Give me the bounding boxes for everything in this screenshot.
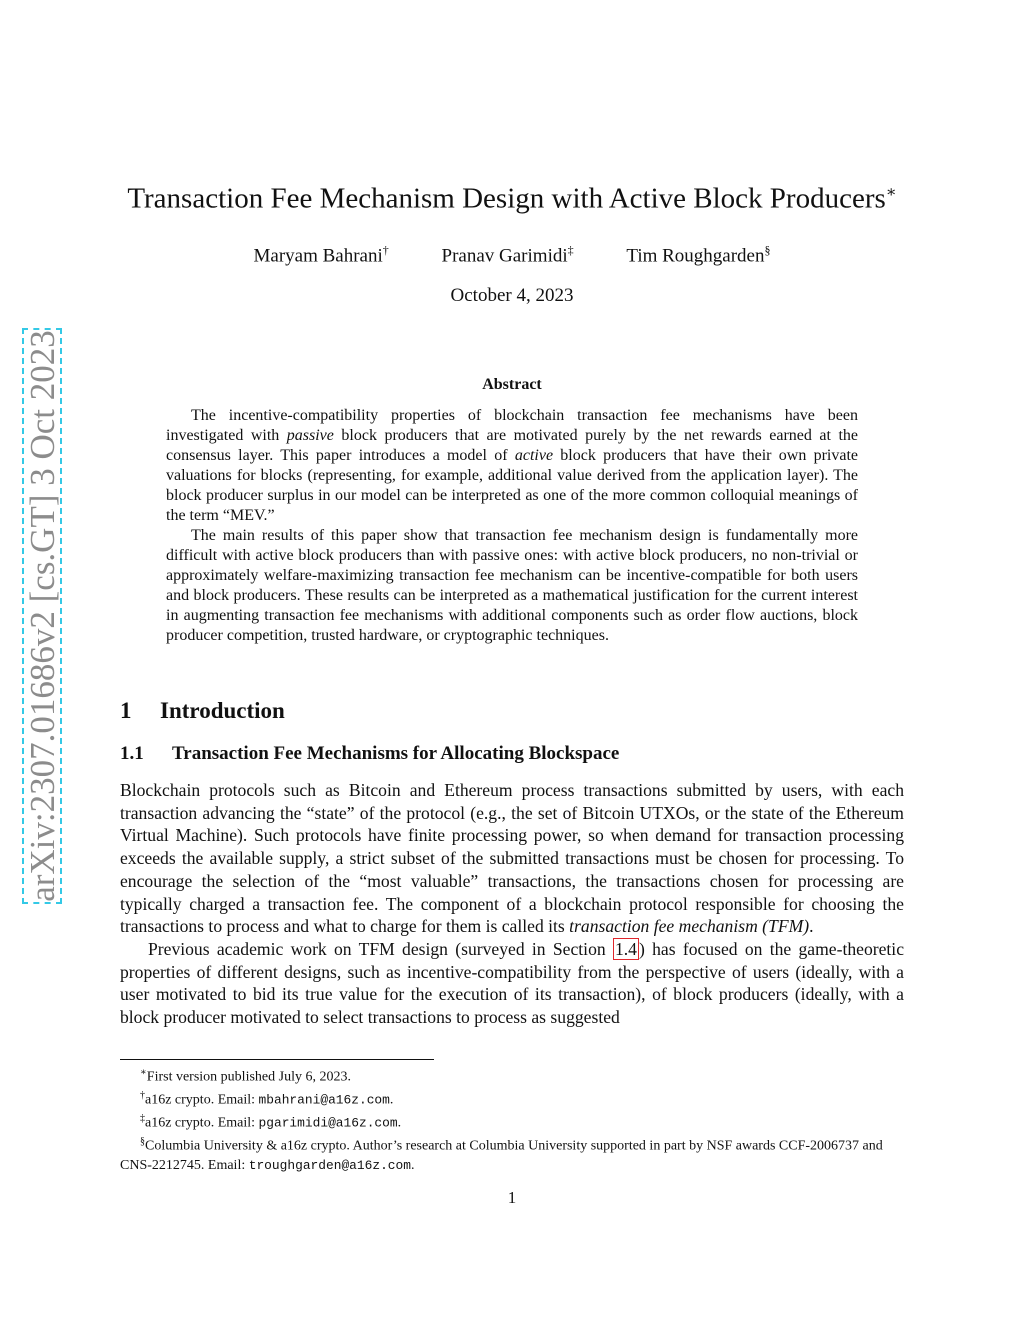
subsection-title: Transaction Fee Mechanisms for Allocating Blockspace bbox=[172, 743, 620, 764]
footnote-text: . bbox=[411, 1157, 415, 1173]
author-mark: ‡ bbox=[567, 243, 574, 257]
body-text-run: . bbox=[809, 916, 814, 937]
author-name: Tim Roughgarden bbox=[626, 245, 765, 267]
body-paragraph-2 bbox=[120, 938, 904, 1029]
author-1 bbox=[254, 243, 389, 267]
abstract-emphasis: active bbox=[514, 447, 554, 464]
footnote-text: Columbia University & a16z crypto. Author’s research at Columbia University supported in part by NSF awards CCF-2006737 and CNS-2212745. Email: bbox=[120, 1139, 883, 1173]
body-emphasis: transaction fee mechanism (TFM) bbox=[569, 916, 810, 937]
footnote-4 bbox=[120, 1133, 904, 1175]
paper-title bbox=[0, 182, 1024, 216]
footnote-3 bbox=[120, 1110, 904, 1133]
footnote-text: . bbox=[389, 1092, 394, 1108]
subsection-number: 1.1 bbox=[120, 743, 144, 764]
body-text bbox=[120, 779, 904, 1029]
footnote-rule bbox=[120, 1059, 434, 1060]
author-2 bbox=[442, 243, 574, 267]
footnote-mark: ‡ bbox=[140, 1113, 145, 1125]
author-name: Maryam Bahrani bbox=[253, 245, 383, 267]
author-mark: § bbox=[764, 243, 771, 257]
author-name: Pranav Garimidi bbox=[441, 245, 568, 267]
arxiv-identifier[interactable]: arXiv:2307.01686v2 [cs.GT] 3 Oct 2023 bbox=[23, 330, 62, 902]
body-text-run: Previous academic work on TFM design (surveyed in Section bbox=[148, 938, 613, 959]
abstract-paragraph-1 bbox=[166, 406, 858, 526]
footnote-email-link[interactable]: pgarimidi@a16z.com bbox=[258, 1115, 398, 1131]
footnote-1 bbox=[120, 1064, 904, 1087]
abstract-text: block producers that are motivated purely by the net rewards earned at the consensus layer. This paper introduces a model of bbox=[166, 427, 858, 464]
section-heading bbox=[120, 698, 285, 724]
author-mark: † bbox=[382, 243, 389, 257]
section-number: 1 bbox=[120, 698, 132, 723]
footnote-email-link[interactable]: troughgarden@a16z.com bbox=[248, 1157, 411, 1173]
abstract-text: The incentive-compatibility properties of blockchain transaction fee mechanisms have been investigated with bbox=[166, 407, 858, 444]
footnote-text: a16z crypto. Email: bbox=[145, 1092, 259, 1108]
footnote-email-link[interactable]: mbahrani@a16z.com bbox=[258, 1092, 390, 1108]
section-reference-link[interactable]: 1.4 bbox=[614, 938, 637, 959]
title-text: Transaction Fee Mechanism Design with Active Block Producers bbox=[127, 182, 886, 215]
footnote-text: . bbox=[397, 1115, 402, 1131]
abstract-paragraph-2: The main results of this paper show that transaction fee mechanism design is fundamentally more difficult with active block producers than with passive ones: with active block producers, no non-trivial or approximately welfare-maximizing transaction fee mechanism can be incentive-compatible for both users and block producers. These results can be interpreted as a mathematical justification for the current interest in augmenting transaction fee mechanisms with additional components such as order flow auctions, block producer competition, trusted hardware, or cryptographic techniques. bbox=[166, 527, 858, 644]
page-number: 1 bbox=[507, 1188, 517, 1207]
subsection-heading bbox=[120, 743, 619, 765]
abstract-emphasis: passive bbox=[286, 427, 334, 444]
author-3 bbox=[626, 243, 770, 267]
footnote-mark: † bbox=[140, 1090, 145, 1102]
title-footnote-mark: ∗ bbox=[885, 184, 897, 201]
body-text-run: ) has focused on the game-theoretic properties of different designs, such as incentive-compatibility from the perspective of users (ideally, with a user motivated to bid its true value for the execution of its transaction), of block producers (ideally, with a block producer motivated to select transactions to process as suggested bbox=[120, 938, 905, 1028]
author-list bbox=[0, 243, 1024, 267]
footnote-text: First version published July 6, 2023. bbox=[146, 1069, 351, 1085]
section-title: Introduction bbox=[160, 698, 285, 723]
footnote-2 bbox=[120, 1087, 904, 1110]
paper-date: October 4, 2023 bbox=[450, 285, 574, 306]
abstract-heading: Abstract bbox=[482, 376, 542, 393]
body-paragraph-1 bbox=[120, 779, 904, 938]
body-text-run: Blockchain protocols such as Bitcoin and Ethereum process transactions submitted by users, with each transaction advancing the “state” of the protocol (e.g., the set of Bitcoin UTXOs, or the state of the Ethereum Virtual Machine). Such protocols have finite processing power, so when demand for transaction processing exceeds the available supply, a strict subset of the submitted transactions must be chosen for processing. To encourage the selection of the “most valuable” transactions, the transactions chosen for processing are typically charged a transaction fee. The component of a blockchain protocol responsible for choosing the transactions to process and what to charge for them is called its bbox=[120, 780, 904, 937]
footnote-mark: ∗ bbox=[140, 1067, 147, 1078]
abstract-text: block producers that have their own private valuations for blocks (representing, for example, additional value derived from the application layer). The block producer surplus in our model can be interpreted as one of the more common colloquial meanings of the term “MEV.” bbox=[166, 447, 859, 524]
abstract-body bbox=[166, 406, 858, 646]
footnote-text: a16z crypto. Email: bbox=[145, 1115, 259, 1131]
footnote-mark: § bbox=[140, 1136, 145, 1148]
footnotes bbox=[120, 1064, 904, 1175]
